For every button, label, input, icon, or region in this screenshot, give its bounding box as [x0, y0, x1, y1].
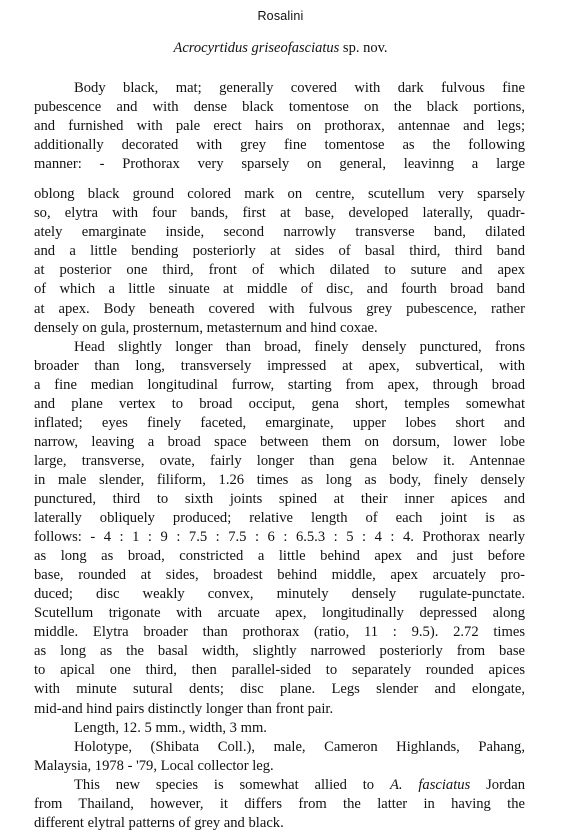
text-line: middle. Elytra broader than prothorax (ratio, 11 : 9.5). 2.72 times	[34, 624, 525, 641]
species-title	[0, 40, 561, 57]
text-line: from Thailand, however, it differs from the latter in having the	[34, 795, 525, 812]
text-line: and plane vertex to broad occiput, gena short, temples somewhat	[34, 395, 525, 412]
text-line: at posterior one third, front of which dilated to suture and apex	[34, 262, 525, 279]
species-reference: A. fasciatus	[389, 776, 471, 793]
text-line: at apex. Body beneath covered with fulvous grey pubescence, rather	[34, 300, 525, 317]
text-line: oblong black ground colored mark on centre, scutellum very sparsely	[34, 186, 525, 203]
text-line: duced; disc weakly convex, minutely densely rugulate-punctate.	[34, 586, 525, 603]
text-line: as long as broad, constricted a little behind apex and just before	[34, 548, 525, 565]
text-line: with minute sutural dents; disc plane. Legs slender and elongate,	[34, 681, 525, 698]
text-line: pubescence and with dense black tomentose on the black portions,	[34, 99, 525, 116]
text-line: Scutellum trigonate with arcuate apex, longitudinally depressed along	[34, 605, 525, 622]
text-line: as long as the basal width, slightly narrowed posteriorly from base	[34, 643, 525, 660]
species-name: Acrocyrtidus griseofasciatus	[173, 40, 340, 56]
text-line: broader than long, transversely impressed at apex, subvertical, with	[34, 357, 525, 374]
text-line: to apical one third, then parallel-sided to separately rounded apices	[34, 662, 525, 679]
text-line: manner: - Prothorax very sparsely on general, leavinng a large	[34, 156, 525, 173]
text-line: mid-and hind pairs distinctly longer than front pair.	[34, 700, 334, 717]
text-line: laterally obliquely produced; relative length of each joint is as	[34, 510, 525, 527]
text-line: Length, 12. 5 mm., width, 3 mm.	[74, 719, 267, 736]
text-line: in male slender, filiform, 1.26 times as long as body, finely densely	[34, 471, 525, 488]
text-line: inflated; eyes finely faceted, emarginate, upper lobes short and	[34, 414, 525, 431]
paragraph-holotype	[34, 738, 525, 776]
text-line: base, rounded at sides, broadest behind middle, apex arcuately pro-	[34, 567, 525, 584]
text-line: densely on gula, prosternum, metasternum and hind coxae.	[34, 319, 378, 336]
text-line: punctured, third to sixth joints spined at their inner apices and	[34, 490, 525, 507]
description-body	[34, 79, 525, 833]
text-line: narrow, leaving a broad space between them on dorsum, lower lobe	[34, 433, 525, 450]
running-header: Rosalini	[257, 9, 304, 23]
paragraph-coloration	[34, 79, 525, 174]
text-line: a fine median longitudinal furrow, starting from apex, through broad	[34, 376, 525, 393]
text-line: and a little bending posteriorly at sides of basal third, third band	[34, 243, 525, 260]
text-line	[34, 776, 525, 795]
paragraph-measurements	[34, 719, 525, 738]
text-line: Body black, mat; generally covered with dark fulvous fine	[74, 80, 525, 96]
text-line: and furnished with pale erect hairs on prothorax, antennae and legs;	[34, 118, 525, 135]
paragraph-coloration-continued	[34, 185, 525, 337]
text-line: additionally decorated with grey fine tomentose as the following	[34, 137, 525, 154]
text-line: Malaysia, 1978 - '79, Local collector leg.	[34, 757, 274, 774]
text-line: follows: - 4 : 1 : 9 : 7.5 : 7.5 : 6 : 6.5.3 : 5 : 4 : 4. Prothorax nearly	[34, 529, 525, 546]
text-line: different elytral patterns of grey and black.	[34, 814, 284, 831]
text-line: Head slightly longer than broad, finely densely punctured, frons	[74, 338, 525, 355]
text-line: so, elytra with four bands, first at base, developed laterally, quadr-	[34, 205, 525, 222]
text-segment: This new species is somewhat allied to	[74, 776, 390, 793]
text-segment: Jordan	[470, 776, 525, 793]
text-line: large, transverse, ovate, fairly longer than gena below it. Antennae	[34, 452, 525, 469]
text-line: Holotype, (Shibata Coll.), male, Cameron Highlands, Pahang,	[74, 738, 525, 755]
text-line: of which a little sinuate at middle of disc, and fourth broad band	[34, 281, 525, 298]
paragraph-remarks	[34, 776, 525, 833]
text-line: ately emarginate inside, second narrowly transverse band, dilated	[34, 224, 525, 241]
species-suffix: sp. nov.	[339, 40, 388, 56]
paragraph-morphology	[34, 338, 525, 719]
